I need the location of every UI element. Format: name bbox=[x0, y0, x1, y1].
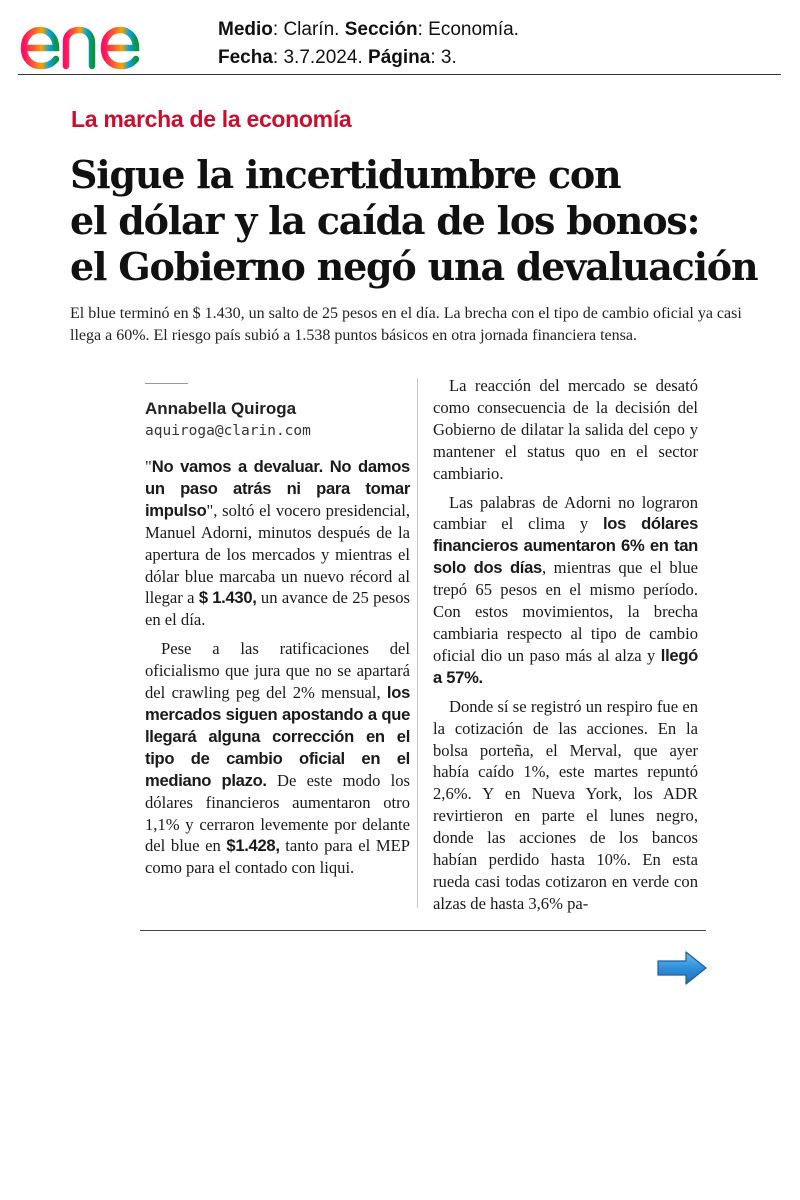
p4-text-2: , mientras que el blue trepó 65 pesos en el mismo período. Con estos movimientos, la brecha cambiaria respecto al tipo de cambio oficial dio un paso más al alza y bbox=[433, 558, 698, 665]
author-name: Annabella Quiroga bbox=[145, 399, 297, 418]
header-divider bbox=[18, 74, 781, 75]
p2-text-3: tanto para el MEP como para el contado con liqui. bbox=[145, 836, 410, 878]
fecha-label: Fecha bbox=[218, 47, 273, 68]
paragraph-1 bbox=[145, 456, 410, 631]
bottom-divider bbox=[140, 930, 706, 931]
p2-bold-2: $1.428, bbox=[226, 836, 280, 856]
enel-logo bbox=[18, 6, 190, 74]
p4-text-1: Las palabras de Adorni no lograron cambiar el clima y bbox=[433, 492, 698, 534]
paragraph-3: La reacción del mercado se desató como consecuencia de la decisión del Gobierno de dilatar la salida del cepo y mantener el status quo en el sector cambiario. bbox=[433, 376, 698, 483]
article-column-right bbox=[433, 375, 698, 922]
fecha-value: 3.7.2024. bbox=[283, 47, 363, 68]
seccion-label: Sección bbox=[344, 19, 418, 40]
author-email: aquiroga@clarin.com bbox=[145, 423, 311, 439]
column-divider bbox=[417, 378, 418, 908]
p1-text-2: un avance de 25 pesos en el día. bbox=[145, 588, 411, 630]
paragraph-5: Donde sí se registró un respiro fue en la cotización de las acciones. En la bolsa porteña, el Merval, que ayer había caído 1%, este martes repuntó 2,6%. Y en Nueva York, los ADR revirtieron en parte el lunes negro, donde las acciones de los bancos habían perdido hasta 10%. En esta rueda casi todas cotizaron en verde con alzas de hasta 3,6% pa- bbox=[433, 696, 698, 913]
pagina-value: 3. bbox=[440, 47, 457, 68]
p4-bold-2: llegó a 57%. bbox=[433, 645, 698, 687]
section-kicker: La marcha de la economía bbox=[71, 106, 352, 132]
p2-bold-1: los mercados siguen apostando a que llegará alguna corrección en el tipo de cambio oficial en el mediano plazo. bbox=[145, 683, 410, 790]
quote-mark: " bbox=[145, 457, 152, 476]
paragraph-2 bbox=[145, 638, 410, 879]
headline-line-1: Sigue la incertidumbre con bbox=[70, 152, 621, 197]
p2-text-1: Pese a las ratificaciones del oficialismo que jura que no se apartará del crawling peg del 2% mensual, bbox=[145, 639, 410, 703]
seccion-value: Economía. bbox=[428, 19, 519, 40]
article-column-left bbox=[145, 398, 410, 886]
paragraph-4 bbox=[433, 492, 698, 689]
pagina-label: Página bbox=[368, 47, 431, 68]
quote-bold: No vamos a devaluar. No damos un paso atrás ni para tomar impulso bbox=[145, 457, 410, 520]
article-subhead: El blue terminó en $ 1.430, un salto de 25 pesos en el día. La brecha con el tipo de cambio oficial ya casi llega a 60%. El riesgo país subió a 1.538 puntos básicos en otra jornada financiera tensa. bbox=[70, 305, 742, 344]
headline-line-3: el Gobierno negó una devaluación bbox=[70, 244, 758, 289]
headline-line-2: el dólar y la caída de los bonos: bbox=[70, 198, 700, 243]
medio-label: Medio bbox=[218, 19, 273, 40]
clipping-metadata: Medio: Clarín. Sección: Economía. Fecha: 3.7.2024. Página: 3. bbox=[218, 19, 519, 68]
byline-rule bbox=[145, 383, 188, 384]
arrow-right-icon[interactable] bbox=[656, 950, 708, 986]
p1-bold-1: $ 1.430, bbox=[198, 588, 257, 608]
p4-bold-1: los dólares financieros aumentaron 6% en tan solo dos días bbox=[433, 514, 698, 578]
p2-text-2: De este modo los dólares financieros aumentaron otro 1,1% y cerraron levemente por delante del blue en bbox=[145, 770, 410, 856]
medio-value: Clarín. bbox=[283, 19, 340, 40]
p1-text-1: ", soltó el vocero presidencial, Manuel Adorni, minutos después de la apertura de los mercados y mientras el dólar blue marcaba un nuevo récord al llegar a bbox=[145, 500, 410, 608]
article-headline bbox=[70, 152, 770, 290]
